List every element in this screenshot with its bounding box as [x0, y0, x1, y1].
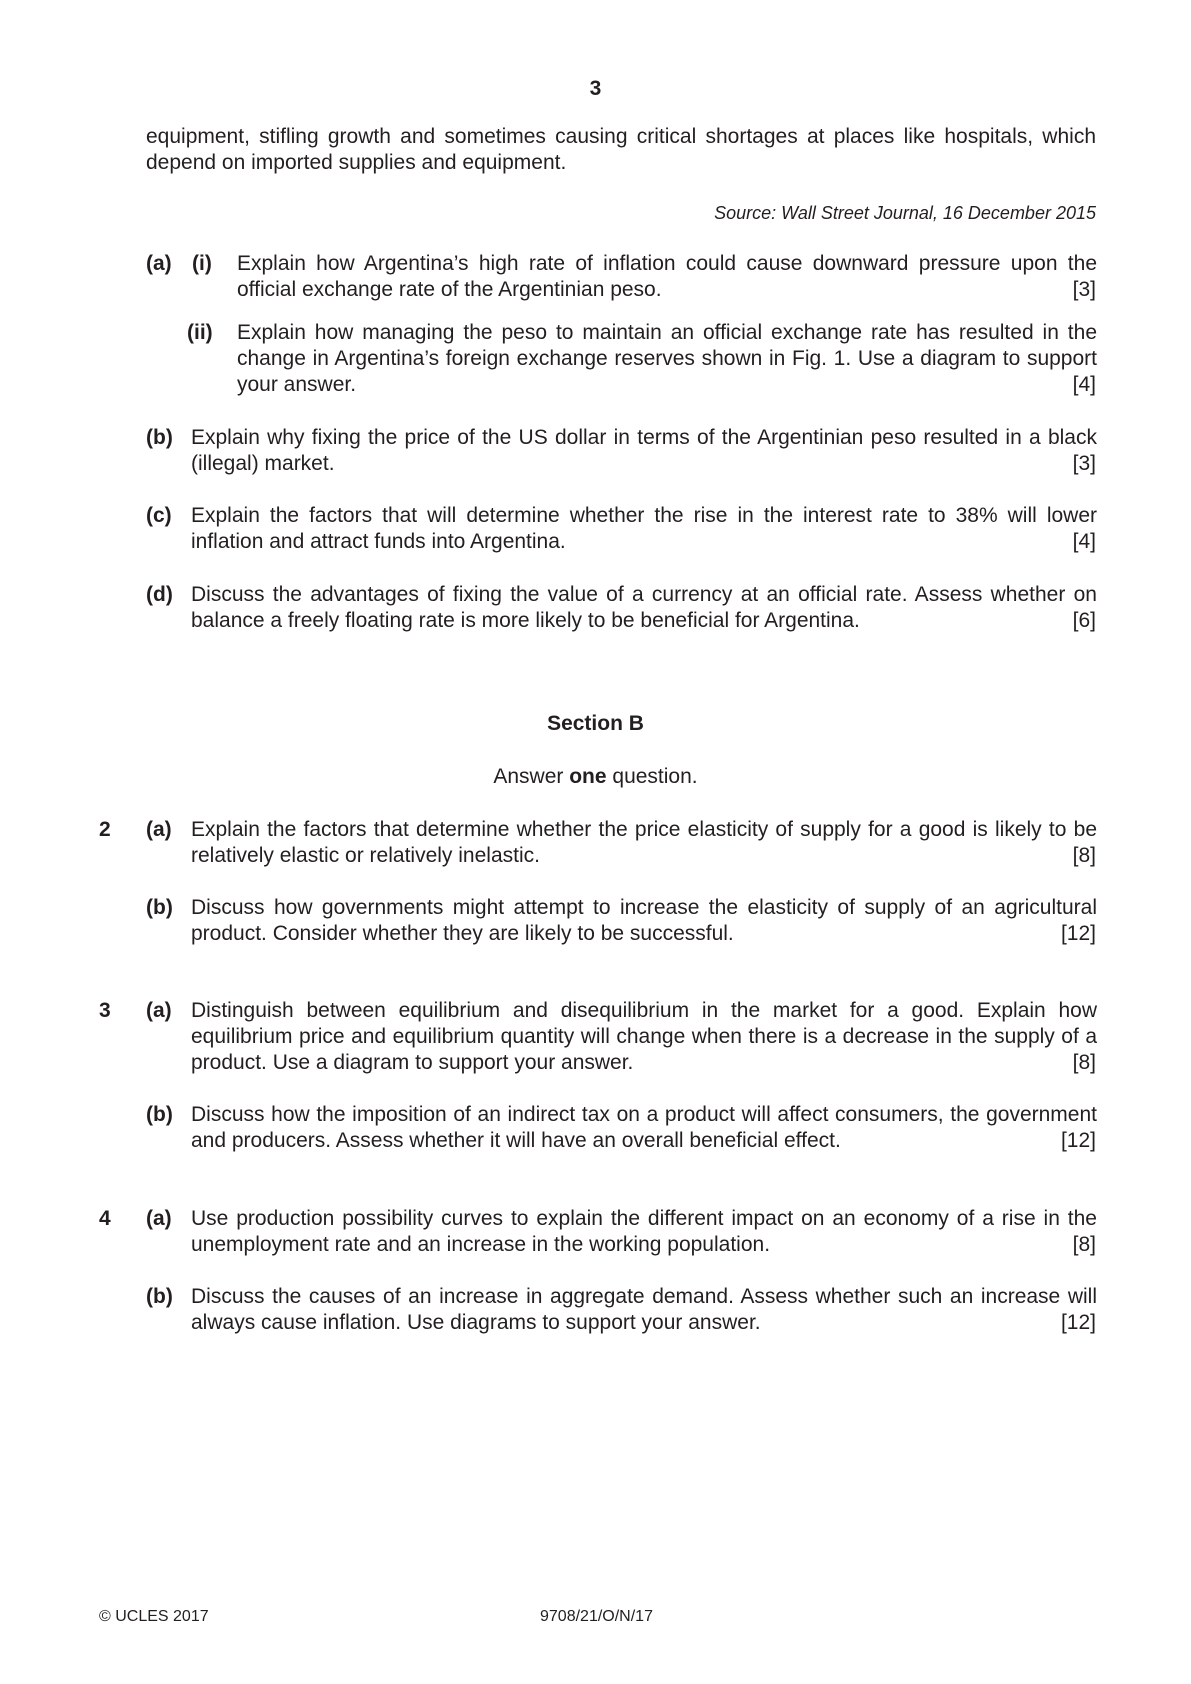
q3-part-a-label: (a) — [146, 999, 172, 1022]
q4-part-a-label: (a) — [146, 1207, 172, 1230]
q1-a-ii-text: Explain how managing the peso to maintain an official exchange rate has resulted in the change in Argentina’s foreign exchange reserves shown in Fig. 1. Use a diagram to support your answer. — [237, 321, 1097, 396]
q1-part-a-label: (a) — [146, 252, 172, 275]
q1-b-mark: [3] — [1072, 452, 1096, 475]
source-citation: Source: Wall Street Journal, 16 December 2015 — [714, 203, 1096, 223]
q3-a-mark: [8] — [1072, 1051, 1096, 1074]
q1-b-text: Explain why fixing the price of the US dollar in terms of the Argentinian peso resulted in a black (illegal) market. — [191, 426, 1097, 475]
q1-part-d-label: (d) — [146, 583, 173, 606]
q1-d-text: Discuss the advantages of fixing the value of a currency at an official rate. Assess whether on balance a freely floating rate is more likely to be beneficial for Argentina. — [191, 583, 1097, 632]
q1-c-mark: [4] — [1072, 530, 1096, 553]
instruction-bold: one — [569, 765, 607, 788]
q1-a-ii-label: (ii) — [187, 321, 213, 344]
q4-b-mark: [12] — [1060, 1311, 1096, 1334]
q1-a-i-label: (i) — [192, 252, 212, 275]
section-b-instruction — [0, 764, 1191, 790]
q2-b-mark: [12] — [1060, 922, 1096, 945]
q1-a-ii-mark: [4] — [1072, 373, 1096, 396]
footer-copyright: © UCLES 2017 — [99, 1608, 209, 1625]
q1-a-i-text: Explain how Argentina’s high rate of inflation could cause downward pressure upon the official exchange rate of the Argentinian peso. — [237, 252, 1097, 301]
intro-paragraph: equipment, stifling growth and sometimes causing critical shortages at places like hospitals, which depend on imported supplies and equipment. — [146, 125, 1096, 174]
q1-part-c-label: (c) — [146, 504, 172, 527]
q1-part-b-label: (b) — [146, 426, 173, 449]
q3-b-mark: [12] — [1060, 1129, 1096, 1152]
q2-a-mark: [8] — [1072, 844, 1096, 867]
q2-number: 2 — [99, 818, 111, 841]
q2-part-a-label: (a) — [146, 818, 172, 841]
instruction-pre: Answer — [493, 765, 570, 788]
section-b-title: Section B — [547, 712, 644, 735]
page-number: 3 — [589, 77, 602, 100]
q2-b-text: Discuss how governments might attempt to increase the elasticity of supply of an agricultural product. Consider whether they are likely to be successful. — [191, 896, 1097, 945]
q4-part-b-label: (b) — [146, 1285, 173, 1308]
instruction-post: question. — [606, 765, 698, 788]
q4-a-text: Use production possibility curves to explain the different impact on an economy of a rise in the unemployment rate and an increase in the working population. — [191, 1207, 1097, 1256]
q1-a-i-mark: [3] — [1072, 278, 1096, 301]
footer-paper-code: 9708/21/O/N/17 — [540, 1608, 653, 1625]
q4-number: 4 — [99, 1207, 111, 1230]
q3-a-text: Distinguish between equilibrium and disequilibrium in the market for a good. Explain how equilibrium price and equilibrium quantity will change when there is a decrease in the supply of a product. Use a diagram to support your answer. — [191, 999, 1097, 1074]
q1-c-text: Explain the factors that will determine whether the rise in the interest rate to 38% will lower inflation and attract funds into Argentina. — [191, 504, 1097, 553]
q2-a-text: Explain the factors that determine whether the price elasticity of supply for a good is likely to be relatively elastic or relatively inelastic. — [191, 818, 1097, 867]
q4-b-text: Discuss the causes of an increase in aggregate demand. Assess whether such an increase will always cause inflation. Use diagrams to support your answer. — [191, 1285, 1097, 1334]
q4-a-mark: [8] — [1072, 1233, 1096, 1256]
q2-part-b-label: (b) — [146, 896, 173, 919]
q1-d-mark: [6] — [1072, 609, 1096, 632]
q3-number: 3 — [99, 999, 111, 1022]
q3-b-text: Discuss how the imposition of an indirect tax on a product will affect consumers, the government and producers. Assess whether it will have an overall beneficial effect. — [191, 1103, 1097, 1152]
q3-part-b-label: (b) — [146, 1103, 173, 1126]
